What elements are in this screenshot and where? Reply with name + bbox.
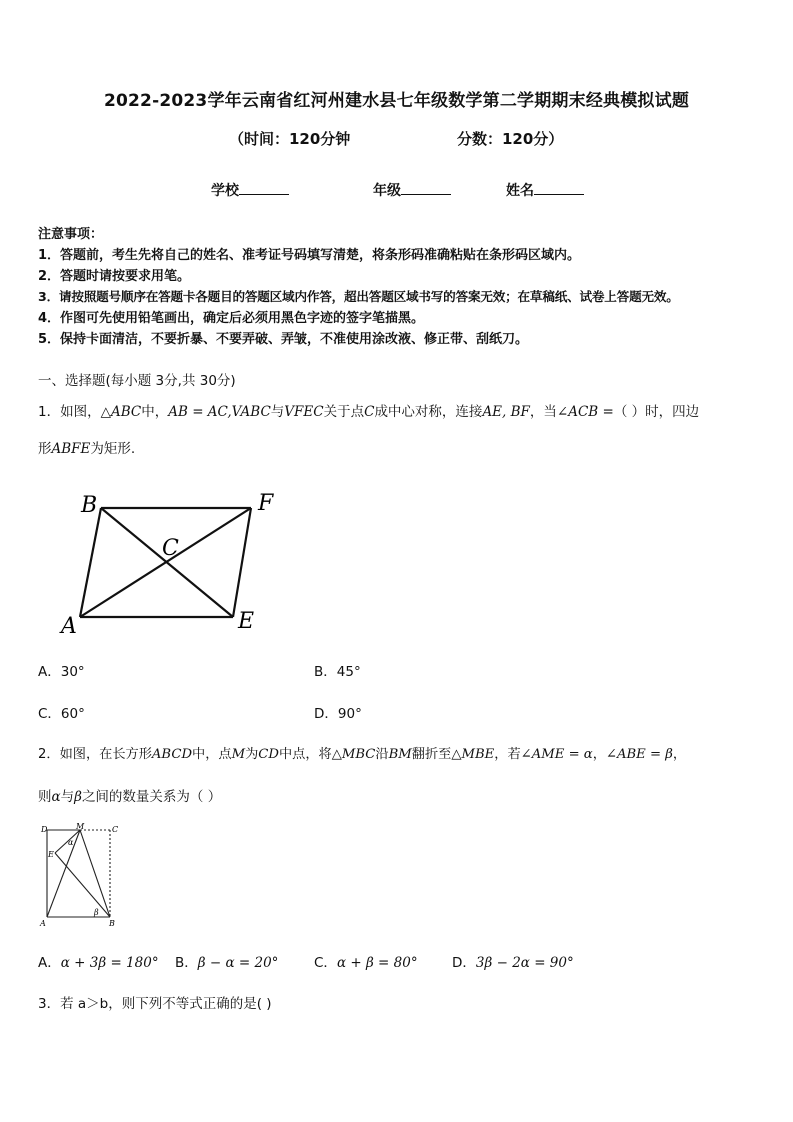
q2-math: M: [231, 747, 246, 762]
q2-math: β: [74, 789, 82, 805]
exam-time: （时间：120分钟: [229, 130, 351, 148]
grade-label: 年级: [373, 183, 401, 199]
q2-text: ，若: [494, 747, 521, 762]
q2-math: △MBC: [331, 747, 376, 762]
q2-math: ABCD: [151, 747, 193, 762]
q1-math: ∠ACB =: [556, 404, 614, 420]
q1-option-a[interactable]: A．30°: [38, 664, 85, 680]
q2-option-d[interactable]: [452, 951, 574, 971]
q2-text: ，: [672, 747, 687, 762]
segment-mb: [80, 830, 110, 917]
q2-text: 2．如图，在长方形: [38, 747, 152, 762]
q1-text: （ ）时，四边: [613, 404, 700, 420]
segment-eb: [55, 853, 110, 917]
q1-text: 关于点: [323, 404, 365, 420]
q1-prefix: 1．如图，: [38, 404, 101, 420]
option-expr: α + 3β = 180°: [60, 955, 159, 971]
q1-math: AB = AC,VABC: [168, 404, 271, 420]
note-item: 1．答题前，考生先将自己的姓名、准考证号码填写清楚，将条形码准确粘贴在条形码区域内。: [38, 248, 581, 263]
notes-heading: 注意事项：: [38, 227, 104, 242]
option-expr: α + β = 80°: [336, 955, 418, 971]
q2-math: △MBE: [451, 747, 495, 762]
q2-text: ，: [592, 747, 606, 762]
segment-af: [80, 508, 251, 617]
q1-text: 形: [38, 441, 52, 457]
q1-text: 中，: [141, 404, 169, 420]
q2-text: 沿: [375, 747, 389, 762]
q2-math: ∠AME = α: [520, 747, 593, 762]
label-b: B: [109, 919, 115, 928]
exam-score: 分数：120分）: [457, 130, 564, 148]
grade-field: [373, 180, 451, 200]
q1-math: VFEC: [284, 404, 324, 420]
q2-option-a[interactable]: [38, 951, 159, 971]
q1-text: 为矩形.: [90, 441, 136, 457]
q1-text: 成中心对称，连接: [374, 404, 483, 420]
q1-text: 与: [270, 404, 285, 420]
option-letter: D．: [452, 955, 476, 971]
note-item: 2．答题时请按要求用笔。: [38, 269, 191, 284]
school-field: [211, 180, 289, 200]
label-b: B: [81, 493, 98, 518]
q2-text: 中，点: [192, 747, 232, 762]
section-heading: 一、选择题(每小题 3分,共 30分): [38, 373, 236, 389]
label-e: E: [48, 850, 54, 859]
q2-text: 之间的数量关系为（ ）: [81, 789, 222, 805]
option-letter: A．: [38, 955, 61, 971]
q1-math: C: [364, 404, 375, 420]
label-c: C: [112, 825, 119, 834]
q1-math: △ABC: [100, 404, 142, 420]
q2-option-c[interactable]: [314, 951, 418, 971]
grade-blank: [401, 182, 451, 195]
question-1-text-line2: [38, 437, 135, 457]
q2-math: BM: [388, 747, 412, 762]
question-1-figure: [55, 485, 295, 645]
q2-text: 中点，将: [278, 747, 332, 762]
label-d: D: [41, 825, 48, 834]
option-expr: β − α = 20°: [197, 955, 279, 971]
q1-math: ABFE: [51, 441, 91, 457]
option-expr: 3β − 2α = 90°: [475, 955, 574, 971]
q1-option-c[interactable]: C．60°: [38, 706, 85, 722]
q2-option-b[interactable]: [175, 951, 278, 971]
question-1-text: [38, 400, 699, 420]
q2-text: 翻折至: [411, 747, 452, 762]
label-c: C: [162, 536, 179, 561]
q2-math: α: [51, 789, 61, 805]
q1-math: AE, BF: [482, 404, 530, 420]
question-3-text: 3．若 a＞b，则下列不等式正确的是( ): [38, 996, 272, 1012]
option-letter: B．: [175, 955, 198, 971]
label-e: E: [238, 609, 255, 634]
page-title: 2022-2023学年云南省红河州建水县七年级数学第二学期期末经典模拟试题: [103, 91, 690, 111]
q2-text: 则: [38, 789, 52, 805]
label-beta: β: [94, 908, 99, 917]
q2-text: 为: [245, 747, 259, 762]
school-blank: [239, 182, 289, 195]
label-f: F: [258, 491, 274, 516]
segment-ba: [80, 508, 101, 617]
label-m: M: [76, 822, 85, 831]
question-2-figure: [36, 820, 126, 932]
q1-option-b[interactable]: B．45°: [314, 664, 361, 680]
question-2-text: [38, 743, 686, 762]
note-item: 5．保持卡面清洁，不要折暴、不要弄破、弄皱，不准使用涂改液、修正带、刮纸刀。: [38, 332, 529, 347]
segment-fe: [233, 508, 251, 617]
q1-text: ，当: [529, 404, 557, 420]
question-2-text-line2: [38, 785, 221, 805]
segment-ma: [47, 830, 80, 917]
label-alpha: α: [68, 838, 74, 847]
q2-math: CD: [258, 747, 279, 762]
q2-text: 与: [60, 789, 75, 805]
name-label: 姓名: [506, 183, 534, 199]
note-item: 4．作图可先使用铅笔画出，确定后必须用黑色字迹的签字笔描黑。: [38, 311, 425, 326]
q2-math: ∠ABE = β: [605, 747, 673, 762]
label-a: A: [40, 919, 46, 928]
option-letter: C．: [314, 955, 337, 971]
note-item: 3．请按照题号顺序在答题卡各题目的答题区域内作答，超出答题区域书写的答案无效；在草稿纸、试卷上答题无效。: [38, 289, 679, 304]
school-label: 学校: [211, 183, 239, 199]
name-field: [506, 180, 584, 200]
label-a: A: [61, 614, 77, 639]
q1-option-d[interactable]: D．90°: [314, 706, 362, 722]
name-blank: [534, 182, 584, 195]
